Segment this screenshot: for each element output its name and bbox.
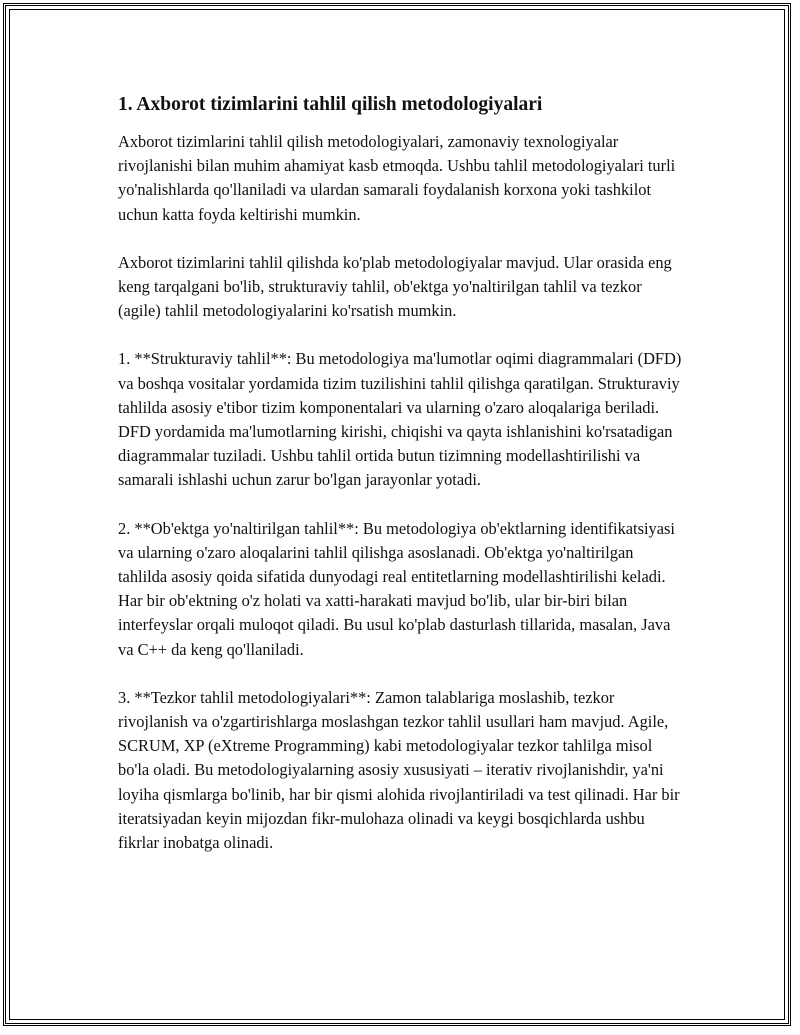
document-body [118, 92, 684, 879]
paragraph-intro: Axborot tizimlarini tahlil qilish metodologiyalari, zamonaviy texnologiyalar rivojlanishi bilan muhim ahamiyat kasb etmoqda. Ushbu tahlil metodologiyalari turli yo'nalishlarda qo'llaniladi va ulardan samarali foydalanish korxona yoki tashkilot uchun katta foyda keltirishi mumkin. [118, 132, 676, 224]
paragraph-object-oriented-analysis: 2. **Ob'ektga yo'naltirilgan tahlil**: Bu metodologiya ob'ektlarning identifikatsiyasi va ularning o'zaro aloqalarini tahlil qilishga asoslanadi. Ob'ektga yo'naltirilgan tahlilda asosiy qoida sifatida dunyodagi real entitetlarning modellashtirilishi keladi. Har bir ob'ektning o'z holati va xatti-harakati mavjud bo'lib, ular bir-biri bilan interfeyslar orqali muloqot qiladi. Bu usul ko'plab dasturlash tillarida, masalan, Java va C++ da keng qo'llaniladi. [118, 518, 675, 659]
paragraph-overview: Axborot tizimlarini tahlil qilishda ko'plab metodologiyalar mavjud. Ular orasida eng keng tarqalgani bo'lib, strukturaviy tahlil, ob'ektga yo'naltirilgan tahlil va tezkor (agile) tahlil metodologiyalarini ko'rsatish mumkin. [118, 252, 672, 321]
paragraph-agile-analysis: 3. **Tezkor tahlil metodologiyalari**: Zamon talablariga moslashib, tezkor rivojlanish va o'zgartirishlarga moslashgan tezkor tahlil usullari ham mavjud. Agile, SCRUM, XP (eXtreme Programming) kabi metodologiyalar tezkor tahlilga misol bo'la oladi. Bu metodologiyalarning asosiy xususiyati – iterativ rivojlanishdir, ya'ni loyiha qismlarga bo'linib, har bir qismi alohida rivojlantiriladi va test qilinadi. Har bir iteratsiyadan keyin mijozdan fikr-mulohaza olinadi va keygi bosqichlarda ushbu fikrlar inobatga olinadi. [118, 687, 680, 853]
section-heading: 1. Axborot tizimlarini tahlil qilish metodologiyalari [118, 94, 543, 115]
paragraph-structural-analysis: 1. **Strukturaviy tahlil**: Bu metodologiya ma'lumotlar oqimi diagrammalari (DFD) va boshqa vositalar yordamida tizim tuzilishini tahlil qilishga qaratilgan. Strukturaviy tahlilda asosiy e'tibor tizim komponentalari va ularning o'zaro aloqalariga beriladi. DFD yordamida ma'lumotlarning kirishi, chiqishi va qayta ishlanishini ko'rsatadigan diagrammalar tuziladi. Ushbu tahlil ortida butun tizimning modellashtirilishi va samarali ishlashi uchun zarur bo'lgan jarayonlar yotadi. [118, 349, 682, 490]
